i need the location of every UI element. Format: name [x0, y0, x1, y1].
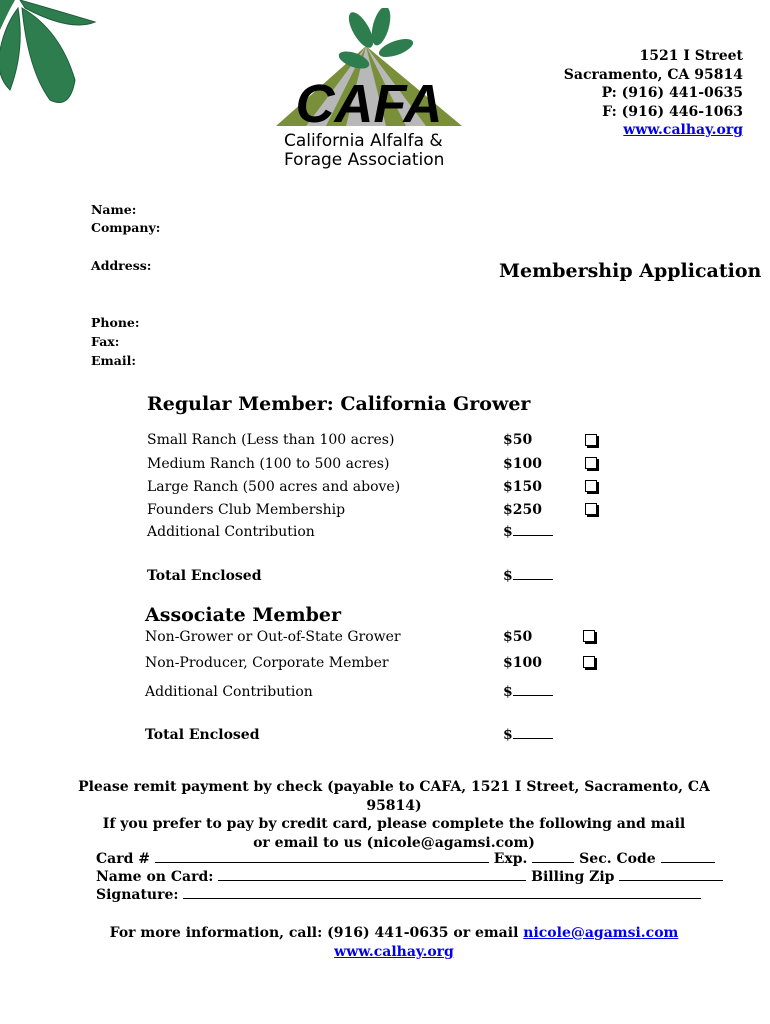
associate-additional-field[interactable]: $ — [503, 684, 553, 700]
cafa-logo — [266, 8, 471, 173]
footer-info — [70, 924, 718, 961]
non-producer-checkbox[interactable] — [583, 656, 595, 668]
org-street: 1521 I Street — [639, 48, 743, 64]
regular-row-label: Founders Club Membership — [147, 502, 346, 518]
card-number-row — [96, 851, 715, 867]
name-on-card-row — [96, 869, 723, 885]
company-label: Company: — [91, 220, 161, 235]
regular-row-amount: $50 — [503, 432, 533, 448]
org-address-block — [564, 47, 743, 140]
org-website-link[interactable]: www.calhay.org — [623, 122, 743, 138]
regular-row-amount: $100 — [503, 456, 542, 472]
regular-row-label: Large Ranch (500 acres and above) — [147, 479, 401, 495]
founders-club-checkbox[interactable] — [585, 503, 597, 515]
non-grower-checkbox[interactable] — [583, 630, 595, 642]
regular-row-amount: $250 — [503, 502, 542, 518]
address-label: Address: — [91, 258, 152, 273]
leaves-decoration-icon — [0, 0, 110, 120]
sec-code-field[interactable] — [661, 862, 715, 863]
regular-total-label: Total Enclosed — [147, 568, 262, 584]
billing-zip-label: Billing Zip — [531, 869, 615, 885]
card-number-field[interactable] — [155, 862, 489, 863]
signature-row — [96, 887, 701, 903]
associate-row-amount: $50 — [503, 629, 533, 645]
billing-zip-field[interactable] — [619, 880, 723, 881]
regular-row-amount: $150 — [503, 479, 542, 495]
exp-label: Exp. — [493, 851, 528, 867]
logo-line1: California Alfalfa & — [284, 131, 443, 151]
fax-label: Fax: — [91, 334, 120, 349]
remit-line: or email to us (nicole@agamsi.com) — [253, 834, 535, 851]
regular-additional-field[interactable]: $ — [503, 524, 553, 540]
org-fax: F: (916) 446-1063 — [602, 103, 743, 120]
regular-row-label: Medium Ranch (100 to 500 acres) — [147, 456, 390, 472]
regular-row-label: Small Ranch (Less than 100 acres) — [147, 432, 395, 448]
associate-row-amount: $100 — [503, 655, 542, 671]
associate-total-field[interactable]: $ — [503, 727, 553, 743]
email-label: Email: — [91, 353, 136, 368]
small-ranch-checkbox[interactable] — [585, 434, 597, 446]
remit-line: If you prefer to pay by credit card, please complete the following and mail — [102, 816, 686, 832]
regular-member-heading: Regular Member: California Grower — [147, 393, 531, 415]
regular-total-field[interactable]: $ — [503, 568, 553, 584]
associate-row-label: Non-Producer, Corporate Member — [145, 655, 389, 671]
regular-additional-label: Additional Contribution — [147, 524, 315, 540]
remit-instructions — [70, 778, 718, 852]
org-phone: P: (916) 441-0635 — [601, 85, 743, 101]
page-title: Membership Application — [499, 260, 762, 282]
associate-total-label: Total Enclosed — [145, 727, 260, 743]
associate-row-label: Non-Grower or Out-of-State Grower — [145, 629, 401, 645]
name-label: Name: — [91, 202, 137, 217]
sec-code-label: Sec. Code — [579, 851, 656, 867]
phone-label: Phone: — [91, 315, 140, 330]
signature-label: Signature: — [96, 887, 179, 903]
org-city: Sacramento, CA 95814 — [563, 66, 743, 83]
associate-additional-label: Additional Contribution — [145, 684, 313, 700]
large-ranch-checkbox[interactable] — [585, 480, 597, 492]
remit-line: Please remit payment by check (payable to CAFA, 1521 I Street, Sacramento, CA 95814) — [78, 779, 710, 814]
associate-member-heading: Associate Member — [145, 604, 341, 626]
footer-website-link[interactable]: www.calhay.org — [334, 943, 454, 960]
card-number-label: Card # — [96, 851, 150, 867]
medium-ranch-checkbox[interactable] — [585, 457, 597, 469]
logo-line2: Forage Association — [284, 150, 445, 170]
signature-field[interactable] — [183, 898, 701, 899]
name-on-card-field[interactable] — [218, 880, 526, 881]
name-on-card-label: Name on Card: — [96, 869, 214, 885]
exp-field[interactable] — [532, 862, 574, 863]
footer-text: For more information, call: (916) 441-0635 or email — [109, 925, 519, 941]
footer-email-link[interactable]: nicole@agamsi.com — [523, 925, 679, 941]
logo-wordmark: CAFA — [295, 74, 443, 134]
